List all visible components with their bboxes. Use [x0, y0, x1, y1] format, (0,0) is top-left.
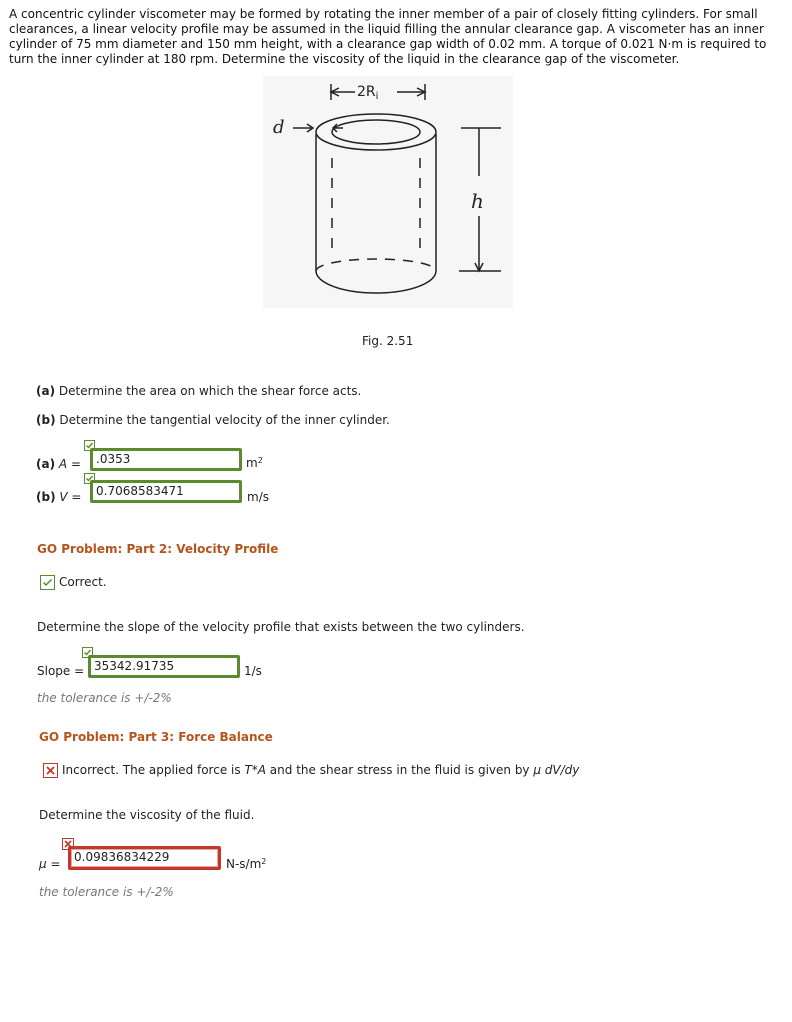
correct-check-icon: [40, 575, 55, 590]
part2-status: Correct.: [40, 575, 107, 590]
cylinder-diagram: [263, 76, 513, 308]
label-h: h: [471, 189, 484, 213]
part2-prompt: Determine the slope of the velocity profile that exists between the two cylinders.: [37, 620, 525, 634]
slope-input[interactable]: 35342.91735: [88, 655, 240, 678]
slope-label: Slope =: [37, 664, 85, 678]
viscosity-input[interactable]: 0.09836834229: [68, 846, 221, 870]
part3-prompt: Determine the viscosity of the fluid.: [39, 808, 255, 822]
figure-caption: Fig. 2.51: [362, 334, 414, 348]
question-b: (b) Determine the tangential velocity of the inner cylinder.: [36, 413, 390, 427]
slope-unit: 1/s: [244, 664, 262, 678]
part3-status: Incorrect. The applied force is T*A and the shear stress in the fluid is given by μ dV/dy: [43, 763, 579, 778]
part2-title: GO Problem: Part 2: Velocity Profile: [37, 542, 279, 556]
incorrect-x-icon: [43, 763, 58, 778]
answer-b-input[interactable]: 0.7068583471: [90, 480, 242, 503]
answer-b-label: (b) V =: [36, 490, 82, 504]
part3-tolerance: the tolerance is +/-2%: [39, 885, 174, 899]
figure-viscometer: [263, 76, 513, 308]
answer-b-unit: m/s: [247, 490, 269, 504]
answer-a-unit: $m^2$: [246, 456, 263, 470]
question-a: (a) Determine the area on which the shear force acts.: [36, 384, 362, 398]
viscosity-label: μ =: [39, 857, 61, 871]
label-d: d: [273, 117, 285, 138]
viscosity-unit: $N-s/m^2$: [226, 857, 267, 871]
part3-title: GO Problem: Part 3: Force Balance: [39, 730, 273, 744]
answer-a-input[interactable]: .0353: [90, 448, 242, 471]
answer-a-label: (a) A =: [36, 457, 81, 471]
part2-tolerance: the tolerance is +/-2%: [37, 691, 172, 705]
problem-statement: A concentric cylinder viscometer may be formed by rotating the inner member of a pair of closely fitting cylinders. For small clearances, a linear velocity profile may be assumed in the liquid filling the annular clearance gap. A viscometer has an inner cylinder of 75 mm diameter and 150 mm height, with a clearance gap width of 0.02 mm. A torque of 0.021 N·m is required to turn the inner cylinder at 180 rpm. Determine the viscosity of the liquid in the clearance gap of the viscometer.: [9, 7, 767, 66]
label-2ri: $2R_i$: [357, 84, 379, 102]
